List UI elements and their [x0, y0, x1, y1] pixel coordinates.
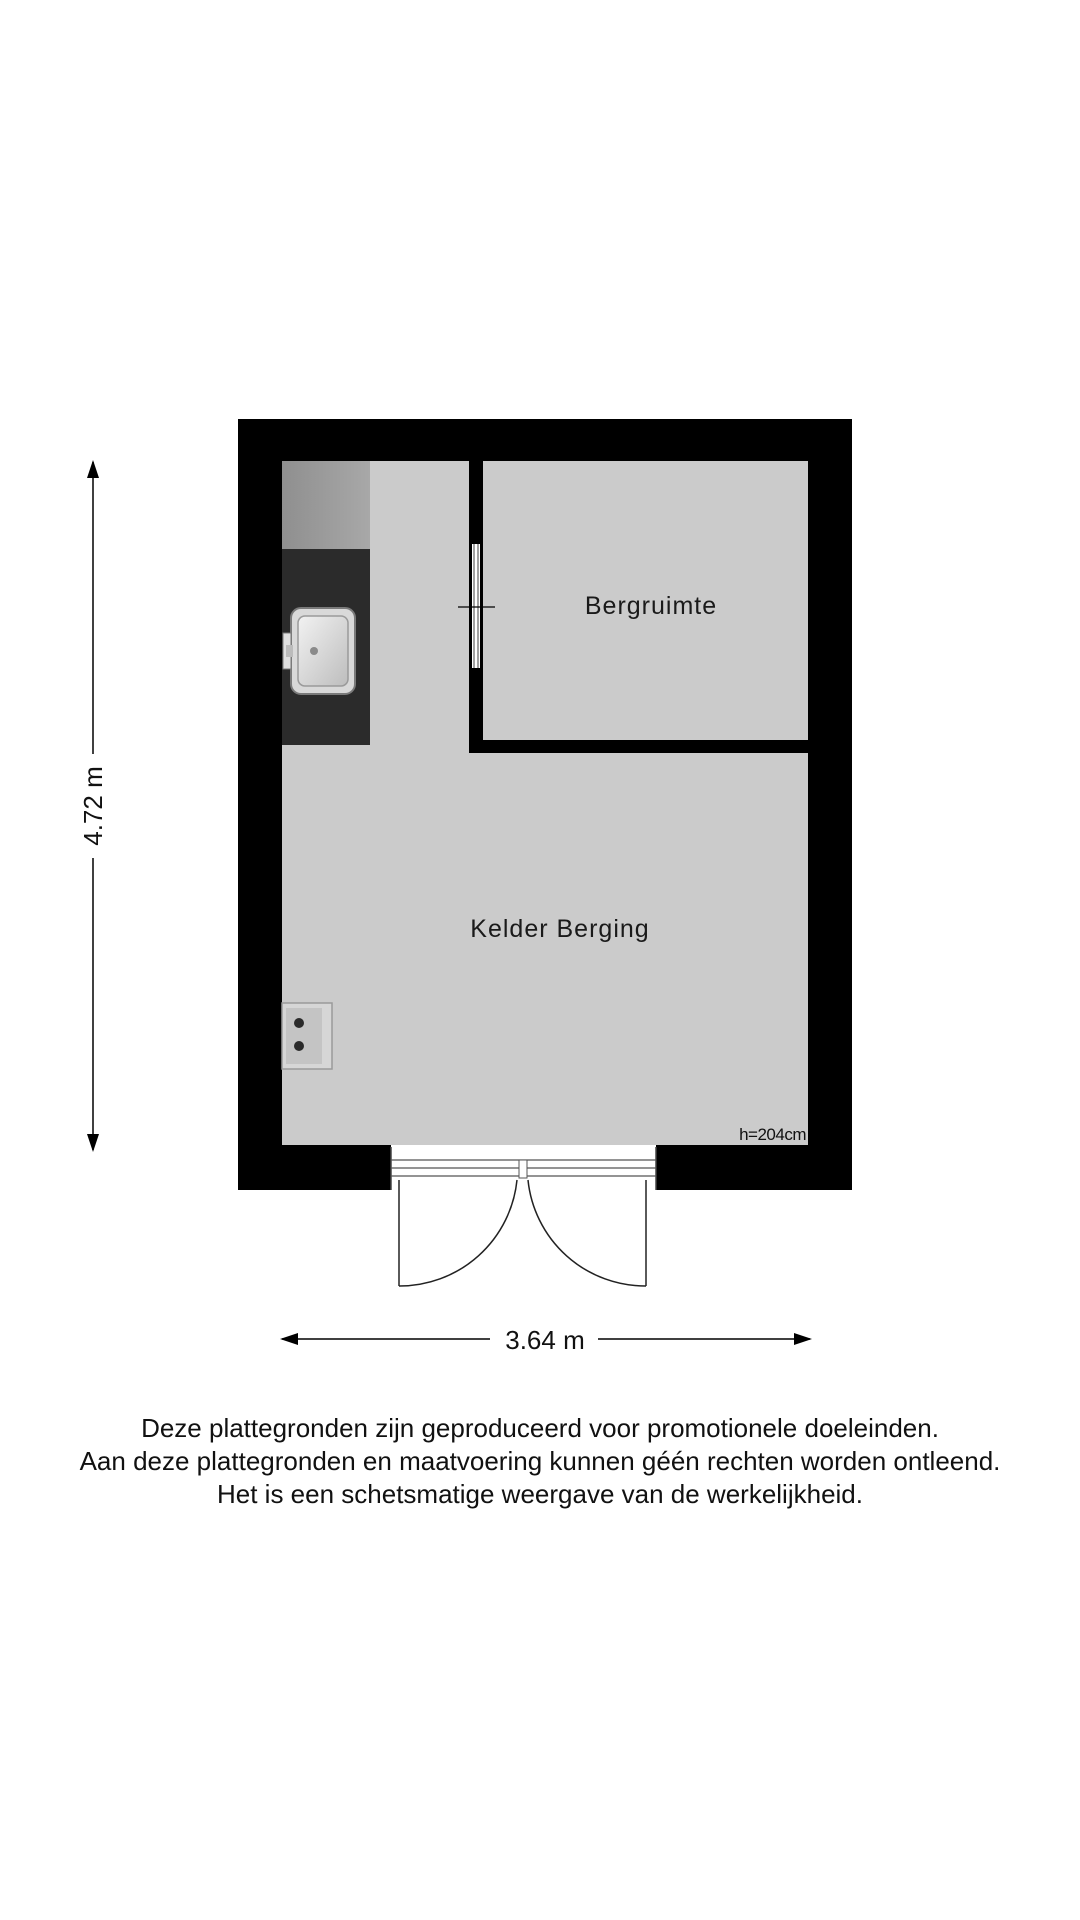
room-label-bergruimte: Bergruimte: [584, 592, 718, 620]
kitchen-counter: [282, 461, 370, 745]
cooktop-icon: [282, 1003, 332, 1069]
double-door-icon: [391, 1145, 656, 1286]
sink-icon: [283, 608, 355, 694]
disclaimer: [0, 1412, 1080, 1511]
ceiling-height-label: h=204cm: [739, 1125, 806, 1144]
height-dimension-label: 4.72 m: [78, 766, 108, 846]
width-dimension-label: 3.64 m: [505, 1325, 585, 1355]
disclaimer-line-3: Het is een schetsmatige weergave van de werkelijkheid.: [216, 1479, 863, 1509]
disclaimer-line-2: Aan deze plattegronden en maatvoering kunnen géén rechten worden ontleend.: [79, 1446, 1001, 1476]
disclaimer-line-1: Deze plattegronden zijn geproduceerd voor promotionele doeleinden.: [141, 1413, 939, 1443]
room-label-kelder-berging: Kelder Berging: [470, 915, 650, 943]
